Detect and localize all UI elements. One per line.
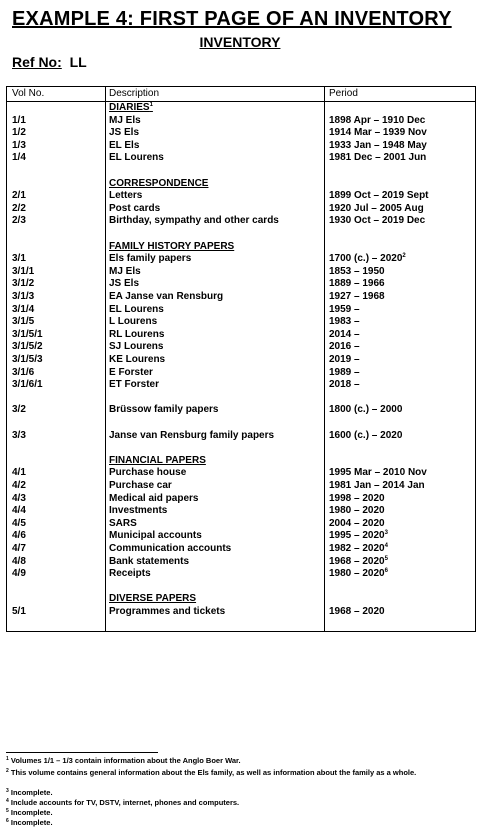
description-cell: Janse van Rensburg family papers <box>109 429 275 441</box>
footnote <box>6 818 476 828</box>
vol-no-cell: 3/1/6/1 <box>12 379 43 391</box>
period-cell: 1889 – 1966 <box>329 278 385 290</box>
column-divider <box>105 87 106 631</box>
footnote-number: 1 <box>6 756 9 762</box>
footnote-ref: 5 <box>384 555 388 562</box>
vol-no-cell: 1/1 <box>12 114 26 126</box>
period-cell: 1980 – 2020$^6$ <box>329 568 388 580</box>
description-cell: EL Lourens <box>109 152 164 164</box>
footnote-ref: 4 <box>384 543 388 549</box>
period-cell: 1899 Oct – 2019 Sept <box>329 190 429 202</box>
description-cell: Bank statements <box>109 555 190 567</box>
vol-no-cell: 3/1/1 <box>12 265 35 277</box>
period-cell: 1981 Jan – 2014 Jan <box>329 480 425 491</box>
vol-no-cell: 3/1/5 <box>12 316 35 328</box>
document-subtitle: INVENTORY <box>199 34 281 50</box>
ref-value: LL <box>69 54 87 70</box>
description-cell: Receipts <box>109 568 151 580</box>
vol-no-cell: 1/3 <box>12 139 26 151</box>
description-cell: RL Lourens <box>109 328 165 340</box>
section-heading: DIARIES$^1$ <box>109 102 153 113</box>
footnote-ref: 6 <box>384 568 388 575</box>
vol-no-cell: 4/6 <box>12 530 26 542</box>
period-cell: 1968 – 2020 <box>329 606 385 617</box>
period-cell: 1982 – 2020$^4$ <box>329 543 388 554</box>
footnote-text: Incomplete. <box>10 818 53 827</box>
period-cell: 2014 – <box>329 328 360 340</box>
description-cell: Letters <box>109 190 143 202</box>
footnote-text: Include accounts for TV, DSTV, internet, phones and computers. <box>10 798 240 807</box>
period-cell: 1981 Dec – 2001 Jun <box>329 152 427 164</box>
period-cell: 2004 – 2020 <box>329 517 385 529</box>
description-cell: JS Els <box>109 278 140 290</box>
description-cell: Municipal accounts <box>109 530 202 542</box>
footnote-number: 4 <box>6 798 9 804</box>
footnote-number: 2 <box>6 768 9 774</box>
period-cell: 1983 – <box>329 316 360 328</box>
footnote-separator <box>6 752 158 753</box>
footnote-text: Volumes 1/1 – 1/3 contain information about the Anglo Boer War. <box>10 756 241 765</box>
description-cell: Purchase house <box>109 467 187 479</box>
vol-no-cell: 5/1 <box>12 606 26 617</box>
vol-no-cell: 2/2 <box>12 202 26 214</box>
vol-no-cell: 3/1 <box>12 253 26 265</box>
period-cell: 1968 – 2020$^5$ <box>329 555 388 567</box>
description-cell: L Lourens <box>109 316 158 328</box>
description-cell: Medical aid papers <box>109 492 199 504</box>
period-cell: 1898 Apr – 1910 Dec <box>329 114 426 126</box>
page-title: EXAMPLE 4: FIRST PAGE OF AN INVENTORY <box>12 8 452 30</box>
footnote <box>6 768 476 778</box>
column-header-vol-no: Vol No. <box>12 88 45 99</box>
column-header-period: Period <box>329 88 358 99</box>
period-cell: 1600 (c.) – 2020 <box>329 429 403 441</box>
period-cell: 1959 – <box>329 303 360 315</box>
vol-no-cell: 1/2 <box>12 127 26 139</box>
period-cell: 2019 – <box>329 354 360 365</box>
vol-no-cell: 3/1/2 <box>12 278 35 290</box>
description-cell: Birthday, sympathy and other cards <box>109 215 279 227</box>
vol-no-cell: 3/1/3 <box>12 291 35 302</box>
period-cell: 1853 – 1950 <box>329 265 385 277</box>
column-header-description: Description <box>109 88 160 99</box>
section-heading: DIVERSE PAPERS <box>109 593 197 605</box>
period-cell: 1980 – 2020 <box>329 505 385 517</box>
vol-no-cell: 3/2 <box>12 404 26 416</box>
period-cell: 1930 Oct – 2019 Dec <box>329 215 426 227</box>
vol-no-cell: 3/1/5/2 <box>12 341 43 353</box>
footnote <box>6 808 476 818</box>
description-cell: EL Els <box>109 139 140 151</box>
vol-no-cell: 4/2 <box>12 480 26 491</box>
vol-no-cell: 4/8 <box>12 555 26 567</box>
description-cell: SARS <box>109 517 137 529</box>
vol-no-cell: 3/1/5/3 <box>12 354 43 365</box>
period-cell: 1927 – 1968 <box>329 291 385 302</box>
description-cell: Brüssow family papers <box>109 404 219 416</box>
description-cell: Purchase car <box>109 480 172 491</box>
vol-no-cell: 4/4 <box>12 505 26 517</box>
vol-no-cell: 4/9 <box>12 568 26 580</box>
footnote <box>6 756 476 766</box>
header-divider <box>7 101 475 102</box>
period-cell: 1914 Mar – 1939 Nov <box>329 127 427 139</box>
description-cell: Programmes and tickets <box>109 606 226 617</box>
reference-number <box>12 54 87 70</box>
vol-no-cell: 4/5 <box>12 517 26 529</box>
section-heading: CORRESPONDENCE <box>109 177 209 189</box>
vol-no-cell: 4/1 <box>12 467 26 479</box>
vol-no-cell: 3/1/5/1 <box>12 328 43 340</box>
vol-no-cell: 3/3 <box>12 429 26 441</box>
description-cell: Communication accounts <box>109 543 232 554</box>
description-cell: Post cards <box>109 202 161 214</box>
period-cell: 1989 – <box>329 366 360 378</box>
column-divider <box>324 87 325 631</box>
period-cell: 1933 Jan – 1948 May <box>329 139 427 151</box>
vol-no-cell: 3/1/6 <box>12 366 35 378</box>
footnote-text: Incomplete. <box>10 808 53 817</box>
period-cell: 1800 (c.) – 2000 <box>329 404 403 416</box>
description-cell: Investments <box>109 505 168 517</box>
vol-no-cell: 4/7 <box>12 543 26 554</box>
footnote-ref: 3 <box>384 530 388 537</box>
vol-no-cell: 4/3 <box>12 492 26 504</box>
description-cell: JS Els <box>109 127 140 139</box>
vol-no-cell: 2/1 <box>12 190 26 202</box>
section-heading: FINANCIAL PAPERS <box>109 454 206 466</box>
inventory-table <box>6 86 476 632</box>
footnote-number: 5 <box>6 808 9 814</box>
period-cell: 1998 – 2020 <box>329 492 385 504</box>
description-cell: MJ Els <box>109 265 141 277</box>
period-cell: 2016 – <box>329 341 360 353</box>
footnote-ref: 2 <box>402 253 406 260</box>
period-cell: 1920 Jul – 2005 Aug <box>329 202 424 214</box>
period-cell: 2018 – <box>329 379 360 391</box>
period-cell: 1995 – 2020$^3$ <box>329 530 388 542</box>
description-cell: KE Lourens <box>109 354 166 365</box>
description-cell: Els family papers <box>109 253 192 265</box>
footnote-number: 6 <box>6 818 9 824</box>
footnote-number: 3 <box>6 788 9 794</box>
footnote-ref: 1 <box>149 102 153 108</box>
footnote-text: Incomplete. <box>10 788 53 797</box>
footnote <box>6 788 476 798</box>
description-cell: E Forster <box>109 366 153 378</box>
period-cell: 1700 (c.) – 2020$^2$ <box>329 253 406 265</box>
period-cell: 1995 Mar – 2010 Nov <box>329 467 427 479</box>
vol-no-cell: 1/4 <box>12 152 26 164</box>
vol-no-cell: 3/1/4 <box>12 303 35 315</box>
ref-label: Ref No: <box>12 54 62 70</box>
footnote <box>6 798 476 808</box>
description-cell: EL Lourens <box>109 303 164 315</box>
section-heading: FAMILY HISTORY PAPERS <box>109 240 235 252</box>
vol-no-cell: 2/3 <box>12 215 26 227</box>
description-cell: EA Janse van Rensburg <box>109 291 224 302</box>
footnote-text: This volume contains general information about the Els family, as well as information about the family as a whole. <box>10 768 417 777</box>
description-cell: ET Forster <box>109 379 160 391</box>
description-cell: MJ Els <box>109 114 141 126</box>
description-cell: SJ Lourens <box>109 341 164 353</box>
